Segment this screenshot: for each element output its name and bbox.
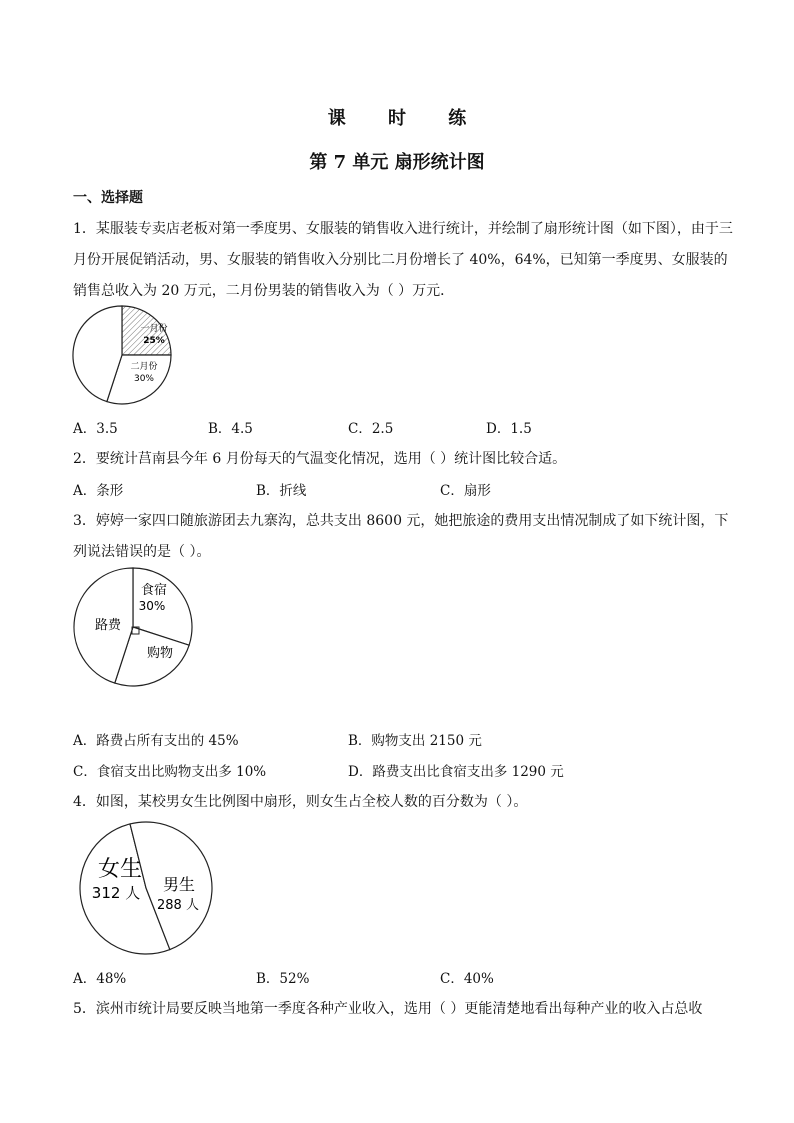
q1-option-b: B．4.5 bbox=[208, 421, 253, 437]
q2-line: 2．要统计莒南县今年 6 月份每天的气温变化情况，选用（ ）统计图比较合适。 bbox=[73, 451, 567, 467]
q4-option-b: B．52% bbox=[256, 971, 310, 987]
q5-line: 5．滨州市统计局要反映当地第一季度各种产业收入，选用（ ）更能清楚地看出每种产业的收入占总收 bbox=[73, 1001, 703, 1017]
q4-count-boys: 288 人 bbox=[157, 898, 199, 913]
q1-line-3: 销售总收入为 20 万元，二月份男装的销售收入为（ ）万元． bbox=[73, 283, 455, 299]
q1-option-d: D．1.5 bbox=[486, 421, 532, 437]
section-heading: 一、选择题 bbox=[73, 190, 143, 206]
q1-option-c: C．2.5 bbox=[348, 421, 394, 437]
q3-option-d: D．路费支出比食宿支出多 1290 元 bbox=[348, 764, 564, 780]
q4-label-boys: 男生 bbox=[162, 875, 196, 894]
q4-option-a: A．48% bbox=[73, 971, 127, 987]
q3-pct-food: 30% bbox=[138, 599, 166, 613]
q3-line-2: 列说法错误的是（ ）。 bbox=[73, 544, 211, 560]
q3-option-a: A．路费占所有支出的 45% bbox=[73, 733, 239, 749]
q1-label-feb: 二月份 bbox=[130, 362, 158, 372]
q3-option-c: C．食宿支出比购物支出多 10% bbox=[73, 764, 267, 780]
q1-label-jan: 一月份 bbox=[140, 324, 168, 334]
q1-pie-chart bbox=[70, 305, 180, 407]
q1-pct-feb: 30% bbox=[133, 374, 155, 384]
q1-line-2: 月份开展促销活动，男、女服装的销售收入分别比二月份增长了 40%，64%，已知第一季度男、女服装的 bbox=[73, 252, 728, 268]
q2-option-a: A．条形 bbox=[73, 483, 124, 499]
q4-line: 4．如图，某校男女生比例图中扇形，则女生占全校人数的百分数为（ ）。 bbox=[73, 794, 528, 810]
q4-count-girls: 312 人 bbox=[91, 884, 141, 902]
q4-pie-chart bbox=[76, 820, 216, 956]
q3-label-travel: 路费 bbox=[94, 618, 122, 633]
q1-option-a: A．3.5 bbox=[73, 421, 118, 437]
q1-line-1: 1．某服装专卖店老板对第一季度男、女服装的销售收入进行统计，并绘制了扇形统计图（如下图），由于三 bbox=[73, 221, 733, 237]
q1-pct-jan: 25% bbox=[143, 336, 165, 346]
q4-label-girls: 女生 bbox=[97, 857, 143, 882]
q3-pie-chart bbox=[70, 565, 202, 691]
page-subtitle: 第 7 单元 扇形统计图 bbox=[309, 152, 485, 173]
q3-label-shop: 购物 bbox=[146, 646, 174, 661]
q2-option-c: C．扇形 bbox=[440, 483, 491, 499]
q3-option-b: B．购物支出 2150 元 bbox=[348, 733, 482, 749]
q4-option-c: C．40% bbox=[440, 971, 494, 987]
page-title: 课 时 练 bbox=[327, 108, 485, 129]
q3-line-1: 3．婷婷一家四口随旅游团去九寨沟，总共支出 8600 元，她把旅途的费用支出情况制成了如下统计图，下 bbox=[73, 513, 729, 529]
q2-option-b: B．折线 bbox=[256, 483, 307, 499]
q3-label-food: 食宿 bbox=[140, 583, 168, 598]
